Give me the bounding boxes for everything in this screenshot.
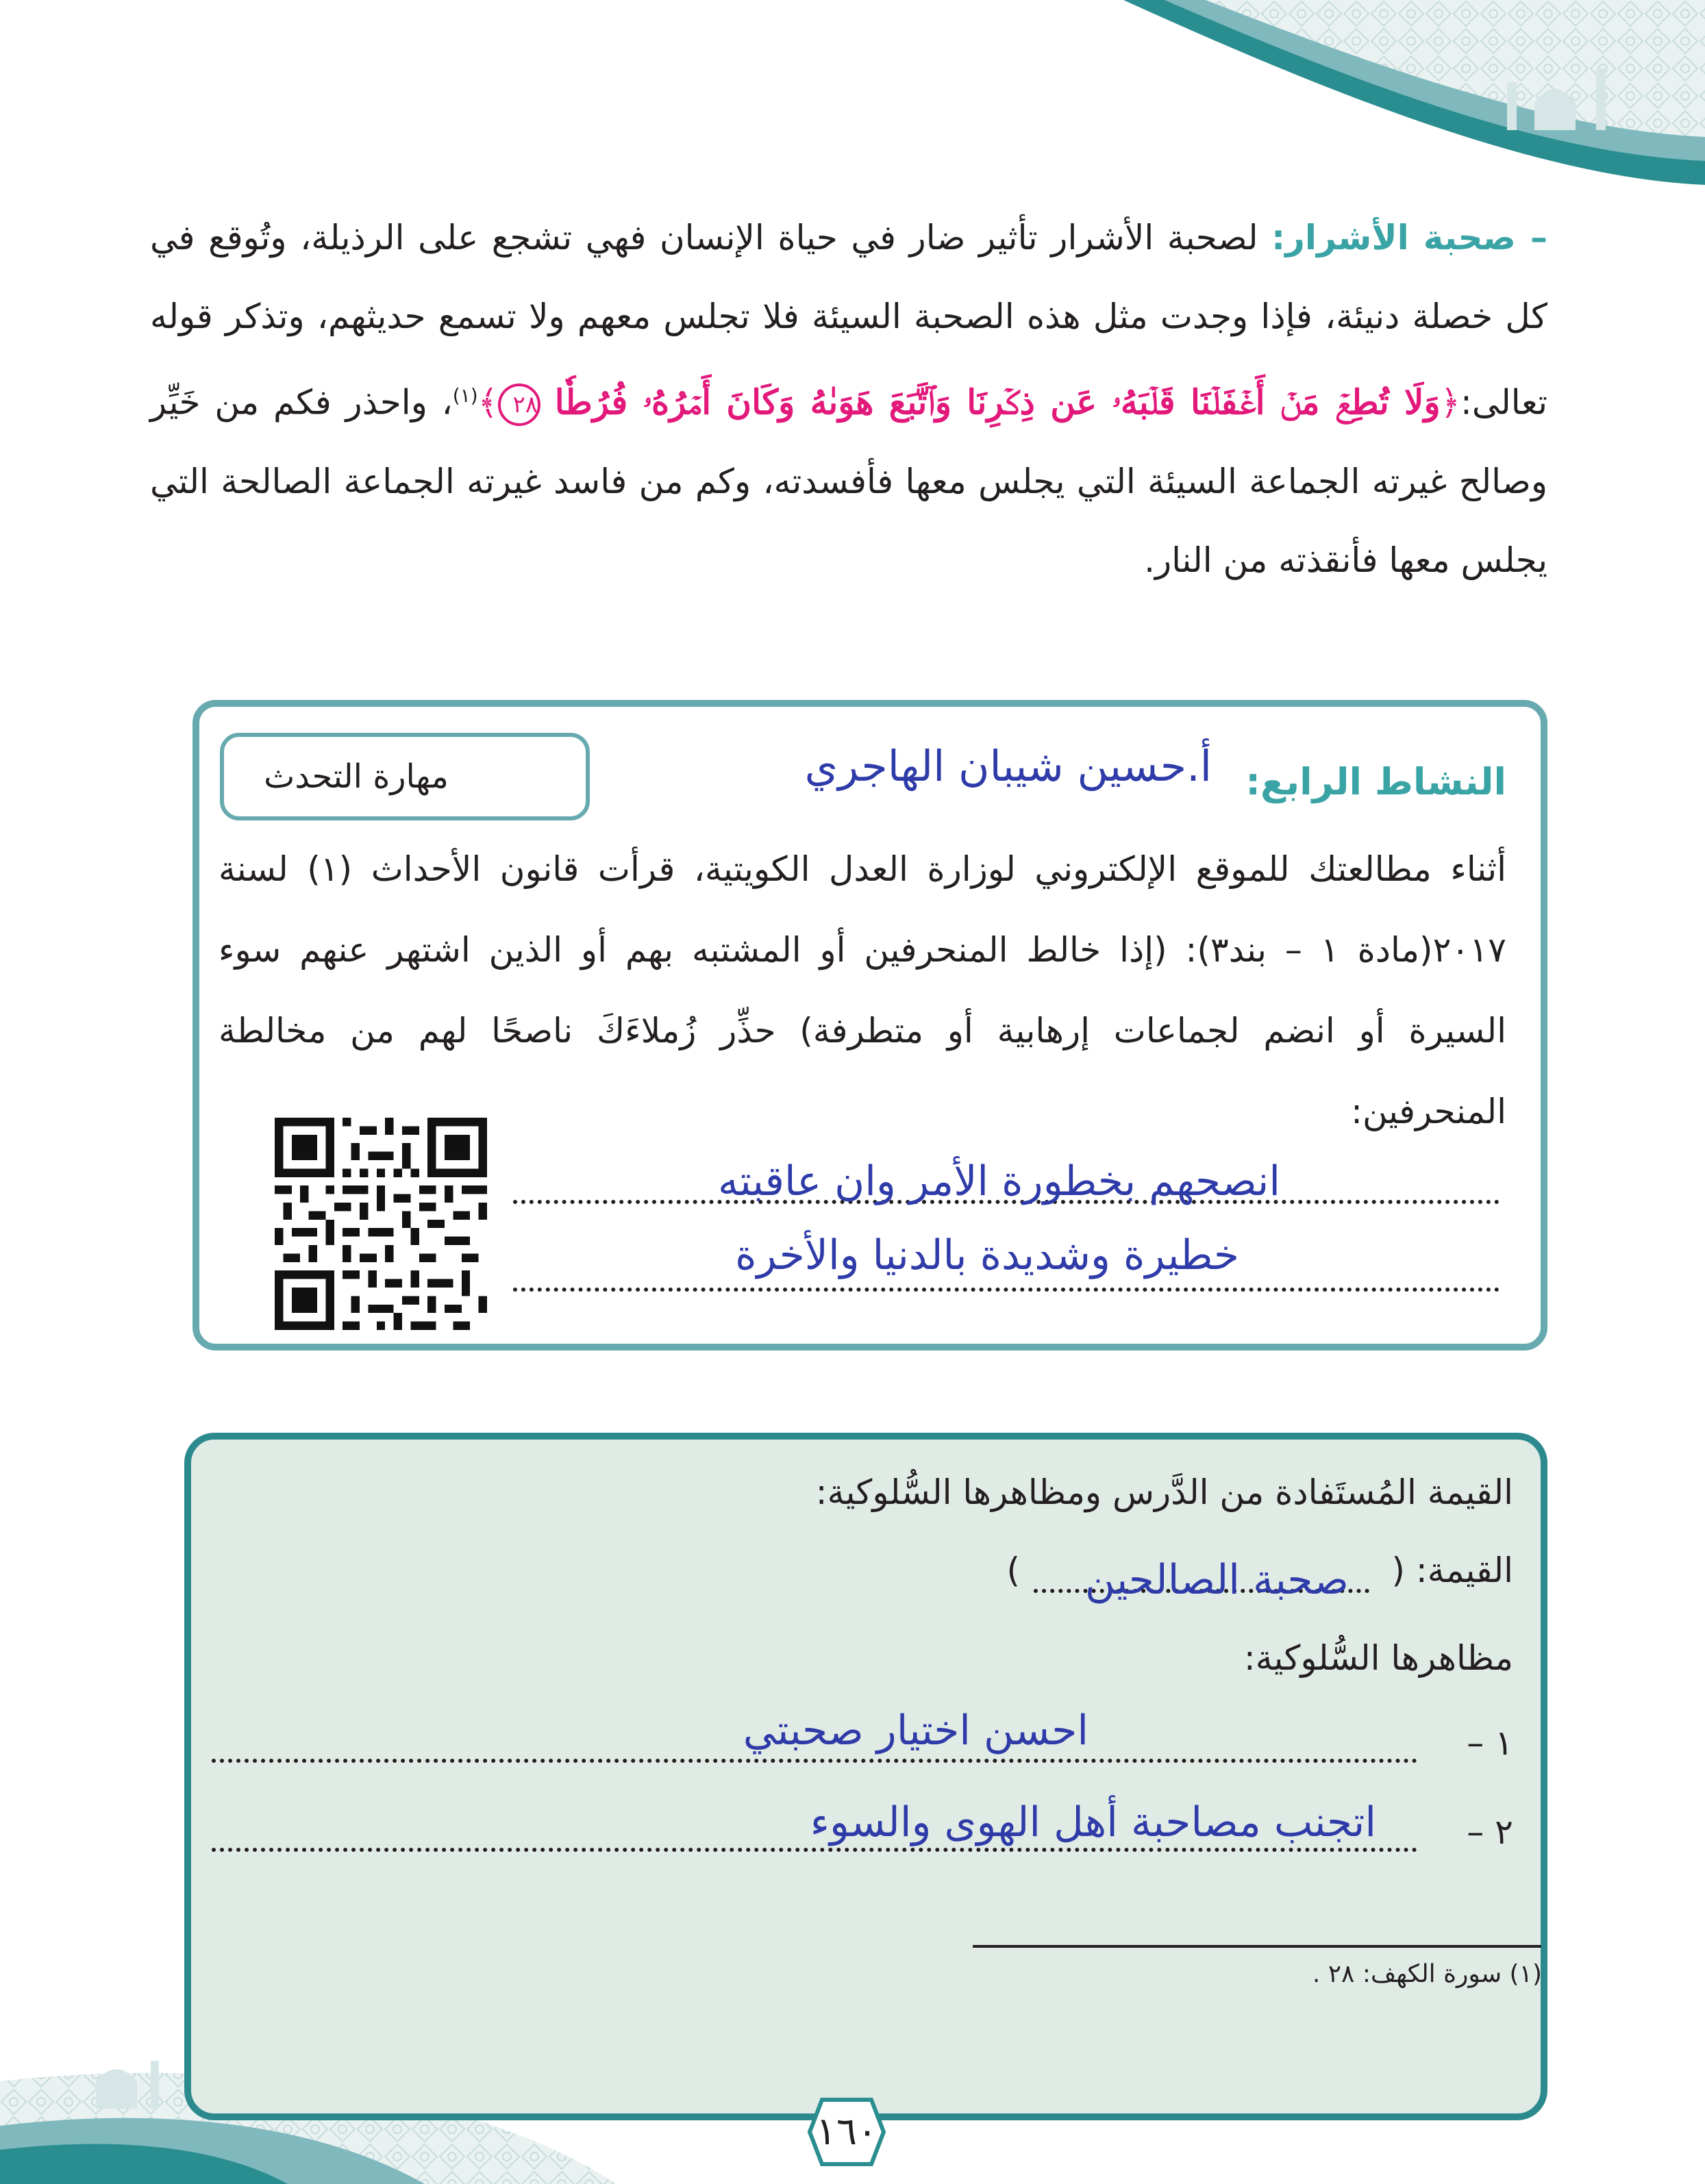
intro-paragraph <box>150 199 1547 600</box>
lead-term: صحبة الأشرار: <box>1271 218 1516 258</box>
qr-code[interactable] <box>275 1118 487 1330</box>
lesson-value-box <box>184 1433 1547 2120</box>
handwritten-behavior-1: احسن اختيار صحبتي <box>743 1707 1088 1755</box>
behavior-1-number: ١ – <box>1467 1723 1513 1763</box>
footnote-marker: (١) <box>452 384 478 407</box>
verse-bracket-open: ﴿ <box>1440 382 1460 423</box>
ayah-number: ٢٨ <box>498 384 540 426</box>
value-label: القيمة: ( <box>1391 1551 1513 1590</box>
skill-badge: مهارة التحدث <box>220 733 590 820</box>
behaviors-label: مظاهرها السُّلوكية: <box>1243 1638 1513 1678</box>
activity-box <box>192 700 1547 1351</box>
footnote-separator <box>973 1945 1541 1948</box>
intro-dash: – <box>1515 218 1547 258</box>
behavior-1-dotted-line[interactable] <box>212 1759 1417 1763</box>
quran-verse: وَلَا تُطِعۡ مَنۡ أَغۡفَلۡنَا قَلۡبَهُۥ عَن ذِكۡرِنَا وَٱتَّبَعَ هَوَىٰهُ وَكَانَ أَمۡرُهُۥ فُرُطٗا <box>554 381 1441 423</box>
handwritten-behavior-2: اتجنب مصاحبة أهل الهوى والسوء <box>810 1798 1376 1846</box>
behavior-2-number: ٢ – <box>1467 1812 1513 1852</box>
top-corner-ornament <box>1123 0 1705 185</box>
behavior-2-dotted-line[interactable] <box>212 1848 1417 1852</box>
intro-text-2: ، واحذر فكم من خَيِّر وصالح غيرته الجماعة السيئة التي يجلس معها فأفسدته، وكم من فاسد غيرته الجماعة الصالحة التي يجلس معها فأنقذته من النار. <box>150 382 1547 580</box>
answer-dotted-line-2[interactable] <box>513 1288 1499 1292</box>
value-box-title: القيمة المُستَفادة من الدَّرس ومظاهرها السُّلوكية: <box>815 1472 1513 1512</box>
handwritten-answer-2: خطيرة وشديدة بالدنيا والأخرة <box>735 1231 1239 1279</box>
handwritten-value: صحبة الصالحين <box>1084 1556 1349 1604</box>
activity-title: النشاط الرابع: <box>1245 760 1506 803</box>
activity-instructions: أثناء مطالعتك للموقع الإلكتروني لوزارة العدل الكويتية، قرأت قانون الأحداث (١) لسنة ٢٠١٧(مادة ١ – بند٣): (إذا خالط المنحرفين أو المشتبه بهم أو الذين اشتهر عنهم سوء السيرة أو انضم لجماعات إرهابية أو متطرفة) حذِّر زُملاءَكَ ناصحًا لهم من مخالطة المنحرفين: <box>219 849 1507 1131</box>
handwritten-answer-1: انصحهم بخطورة الأمر وان عاقبته <box>717 1157 1280 1205</box>
value-close-paren: ) <box>1006 1551 1020 1590</box>
intro-text-1: لصحبة الأشرار تأثير ضار في حياة الإنسان فهي تشجع على الرذيلة، وتُوقع في كل خصلة دنيئة، فإذا وجدت مثل هذه الصحبة السيئة فلا تجلس معهم ولا تسمع حديثهم، وتذكر قوله تعالى: <box>150 218 1547 423</box>
author-name: أ.حسين شيبان الهاجري <box>804 741 1212 791</box>
verse-bracket-close: ﴾ <box>477 382 498 423</box>
footnote: (١) سورة الكهف: ٢٨ . <box>1312 1960 1542 1988</box>
page-number: ١٦٠ <box>815 2109 878 2154</box>
